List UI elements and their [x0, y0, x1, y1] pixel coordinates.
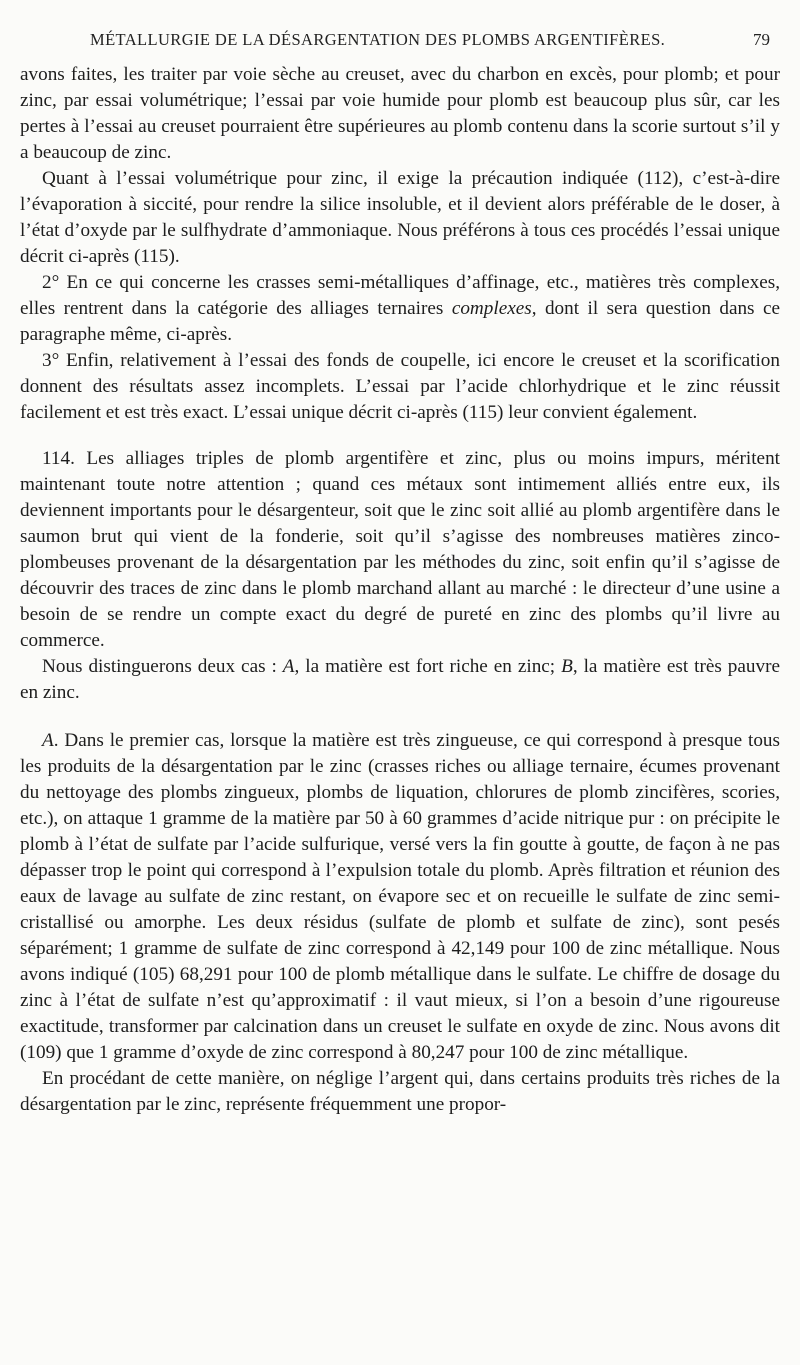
- paragraph-silver-note: [20, 1066, 780, 1118]
- paragraph-text: 3° Enfin, relativement à l’essai des fonds de coupelle, ici encore le creuset et la scorification donnent des résultats assez incomplets. L’essai par l’acide chlorhydrique et le zinc réussit facilement et est très exact. L’essai unique décrit ci-après (115) leur convient également.: [20, 350, 780, 423]
- paragraph-text: avons faites, les traiter par voie sèche au creuset, avec du charbon en excès, pour plomb; et pour zinc, par essai volumétrique; l’essai par voie humide pour plomb est beaucoup plus sûr, car les pertes à l’essai au creuset pourraient être supérieures au plomb contenu dans la scorie surtout s’il y a beaucoup de zinc.: [20, 64, 780, 163]
- paragraph-text: Quant à l’essai volumétrique pour zinc, il exige la précaution indiquée (112), c’est-à-dire l’évaporation à siccité, pour rendre la silice insoluble, et il devient alors préférable de le doser, à l’état d’oxyde par le sulfhydrate d’ammoniaque. Nous préférons à tous ces procédés l’essai unique décrit ci-après (115).: [20, 168, 780, 267]
- emphasis-complexes: complexes: [451, 298, 532, 319]
- paragraph-text: , la matière est fort riche en zinc;: [294, 656, 562, 677]
- body-text: [20, 62, 780, 1118]
- paragraph-case-a: [20, 728, 780, 1066]
- page-number: 79: [753, 30, 770, 49]
- paragraph-point-3: [20, 348, 780, 426]
- paragraph-text: . Dans le premier cas, lorsque la matière est très zingueuse, ce qui correspond à presque tous les produits de la désargentation par le zinc (crasses riches ou alliage ternaire, écumes provenant du nettoyage des plombs zingueux, plombs de liquation, chlorures de plomb zincifères, scories, etc.), on attaque 1 gramme de la matière par 50 à 60 grammes d’acide nitrique pur : on précipite le plomb à l’état de sulfate par l’acide sulfurique, versé vers la fin goutte à goutte, de façon à ne pas dépasser trop le point qui correspond à l’expulsion totale du plomb. Après filtration et réunion des eaux de lavage au sulfate de zinc restant, on évapore sec et on recueille le sulfate de zinc semi-cristallisé ou amorphe. Les deux résidus (sulfate de plomb et sulfate de zinc), sont pesés séparément; 1 gramme de sulfate de zinc correspond à 42,149 pour 100 de zinc métallique. Nous avons indiqué (105) 68,291 pour 100 de plomb métallique dans le sulfate. Le chiffre de dosage du zinc à l’état de sulfate n’est qu’approximatif : il vaut mieux, si l’on a besoin d’une rigoureuse exactitude, transformer par calcination dans un creuset le sulfate en oxyde de zinc. Nous avons dit (109) que 1 gramme d’oxyde de zinc correspond à 80,247 pour 100 de zinc métallique.: [20, 730, 780, 1063]
- paragraph-continuation: [20, 62, 780, 166]
- case-a-heading: A: [42, 730, 54, 751]
- running-title: MÉTALLURGIE DE LA DÉSARGENTATION DES PLOMBS ARGENTIFÈRES.: [90, 30, 666, 49]
- paragraph-text: 114. Les alliages triples de plomb argentifère et zinc, plus ou moins impurs, méritent maintenant toute notre attention ; quand ces métaux sont intimement alliés entre eux, ils deviennent importants pour le désargenteur, soit que le zinc soit allié au plomb argentifère dans le saumon brut qui vient de la fonderie, soit qu’il s’agisse des nombreuses matières zinco-plombeuses provenant de la désargentation par les méthodes du zinc, soit enfin qu’il s’agisse de découvrir des traces de zinc dans le plomb marchand allant au marché : le directeur d’une usine a besoin de se rendre un compte exact du degré de pureté en zinc des plombs qu’il livre au commerce.: [20, 448, 780, 651]
- paragraph-section-114: [20, 446, 780, 654]
- paragraph-text: Nous distinguerons deux cas :: [42, 656, 283, 677]
- page-header: [90, 30, 770, 56]
- paragraph-volumetric-assay: [20, 166, 780, 270]
- paragraph-text: , dont il sera question dans ce paragraphe même, ci-après.: [20, 298, 780, 345]
- paragraph-point-2: [20, 270, 780, 348]
- case-b-label: B: [561, 656, 573, 677]
- paragraph-two-cases: [20, 654, 780, 706]
- paragraph-text: 2° En ce qui concerne les crasses semi-métalliques d’affinage, etc., matières très complexes, elles rentrent dans la catégorie des alliages ternaires: [20, 272, 780, 319]
- paragraph-text: En procédant de cette manière, on néglige l’argent qui, dans certains produits très riches de la désargentation par le zinc, représente fréquemment une propor-: [20, 1068, 780, 1115]
- paragraph-text: , la matière est très pauvre en zinc.: [20, 656, 780, 703]
- case-a-label: A: [282, 656, 295, 677]
